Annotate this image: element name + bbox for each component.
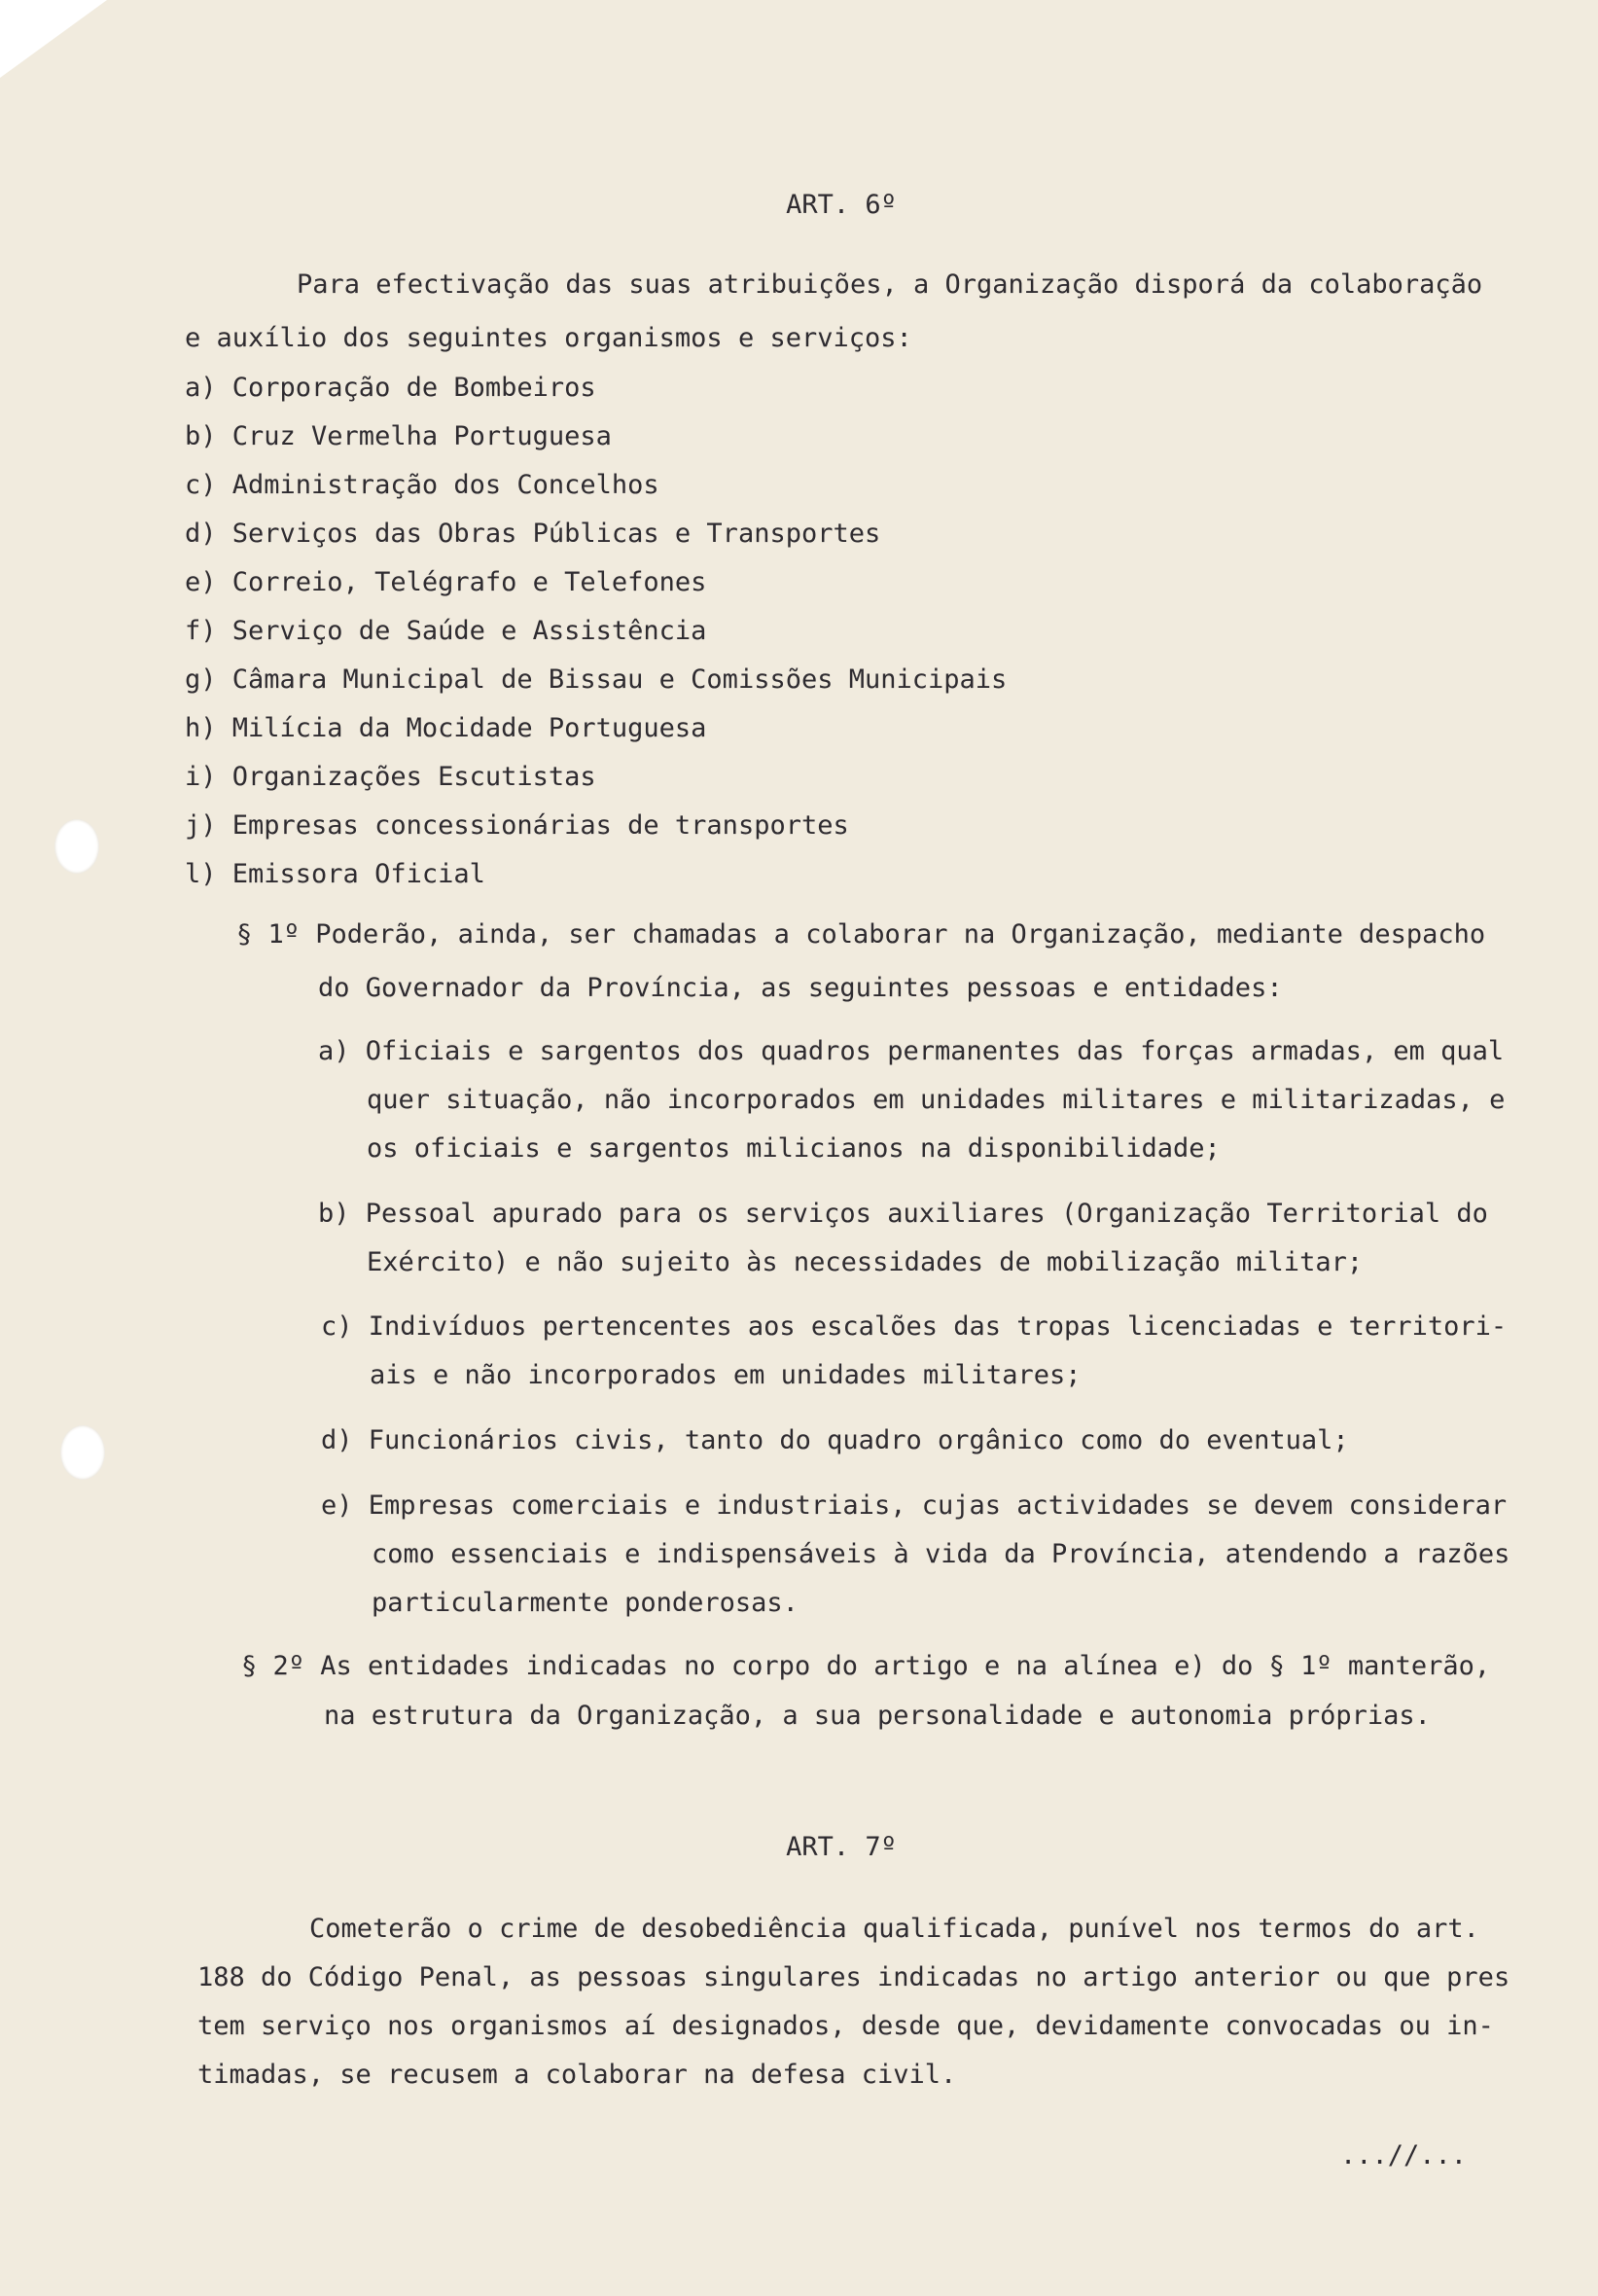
article-7-line-4: timadas, se recusem a colaborar na defesa civil. — [197, 2060, 957, 2090]
list-item: e) Correio, Telégrafo e Telefones — [185, 567, 707, 597]
sub-item-c-line-1: c) Indivíduos pertencentes aos escalões das tropas licenciadas e territori- — [321, 1311, 1508, 1342]
list-item: b) Cruz Vermelha Portuguesa — [185, 421, 612, 451]
sub-item-a-line-3: os oficiais e sargentos milicianos na disponibilidade; — [367, 1133, 1221, 1164]
sub-item-a-line-2: quer situação, não incorporados em unidades militares e militarizadas, e — [367, 1085, 1506, 1115]
folded-corner — [0, 0, 107, 78]
article-6-intro-line-1: Para efectivação das suas atribuições, a Organização disporá da colaboração — [297, 269, 1483, 300]
list-item: g) Câmara Municipal de Bissau e Comissões Municipais — [185, 664, 1008, 695]
sub-item-e-line-1: e) Empresas comerciais e industriais, cujas actividades se devem considerar — [321, 1490, 1508, 1521]
list-item: i) Organizações Escutistas — [185, 762, 596, 792]
article-7-line-1: Cometerão o crime de desobediência qualificada, punível nos termos do art. — [309, 1914, 1479, 1944]
paragraph-1-line-2: do Governador da Província, as seguintes pessoas e entidades: — [318, 973, 1283, 1003]
sub-item-b-line-2: Exército) e não sujeito às necessidades de mobilização militar; — [367, 1247, 1364, 1277]
sub-item-b-line-1: b) Pessoal apurado para os serviços auxiliares (Organização Territorial do — [318, 1199, 1488, 1229]
article-7-heading: ART. 7º — [786, 1832, 897, 1862]
list-item: h) Milícia da Mocidade Portuguesa — [185, 713, 707, 743]
article-7-line-2: 188 do Código Penal, as pessoas singulares indicadas no artigo anterior ou que pres — [197, 1962, 1510, 1992]
list-item: d) Serviços das Obras Públicas e Transportes — [185, 519, 881, 549]
continuation-mark: ...//... — [1340, 2140, 1468, 2170]
punch-hole-top — [54, 819, 99, 874]
list-item: l) Emissora Oficial — [185, 859, 485, 889]
list-item: c) Administração dos Concelhos — [185, 470, 659, 500]
article-7-line-3: tem serviço nos organismos aí designados, desde que, devidamente convocadas ou in- — [197, 2011, 1494, 2041]
paragraph-2-line-2: na estrutura da Organização, a sua personalidade e autonomia próprias. — [324, 1701, 1431, 1731]
list-item: j) Empresas concessionárias de transportes — [185, 810, 849, 841]
sub-item-d-line-1: d) Funcionários civis, tanto do quadro orgânico como do eventual; — [321, 1425, 1349, 1455]
list-item: a) Corporação de Bombeiros — [185, 373, 596, 403]
sub-item-a-line-1: a) Oficiais e sargentos dos quadros permanentes das forças armadas, em qual — [318, 1036, 1505, 1066]
punch-hole-bottom — [60, 1425, 105, 1480]
paragraph-2-line-1: § 2º As entidades indicadas no corpo do artigo e na alínea e) do § 1º manterão, — [241, 1651, 1491, 1681]
article-6-intro-line-2: e auxílio dos seguintes organismos e serviços: — [185, 323, 912, 353]
sub-item-c-line-2: ais e não incorporados em unidades militares; — [370, 1360, 1082, 1390]
sub-item-e-line-3: particularmente ponderosas. — [372, 1588, 799, 1618]
article-6-heading: ART. 6º — [786, 190, 897, 220]
sub-item-e-line-2: como essenciais e indispensáveis à vida da Província, atendendo a razões — [372, 1539, 1510, 1569]
list-item: f) Serviço de Saúde e Assistência — [185, 616, 707, 646]
paragraph-1-line-1: § 1º Poderão, ainda, ser chamadas a colaborar na Organização, mediante despacho — [236, 919, 1486, 950]
